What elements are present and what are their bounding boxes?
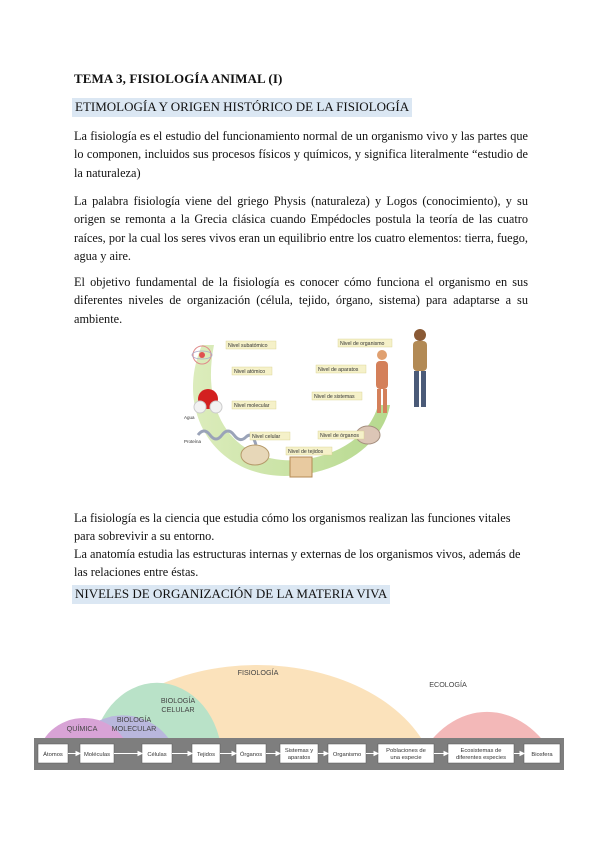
label-apparatus: Nivel de aparatos <box>318 367 359 373</box>
label-cellular: Nivel celular <box>252 434 281 440</box>
label-atomic: Nivel atómico <box>234 369 266 375</box>
spiral-band <box>193 345 390 476</box>
level-celulas: Células <box>147 752 167 758</box>
paragraph-objective: El objetivo fundamental de la fisiología es conocer cómo funciona el organismo en sus diferentes niveles de organización (célula, tejido, órgano, sistema) para adaptarse a su ambiente. <box>74 275 528 326</box>
level-organos: Órganos <box>239 752 263 758</box>
level-tejidos: Tejidos <box>196 752 216 758</box>
level-sistemas-1: Sistemas y <box>284 748 314 754</box>
level-biosfera: Biosfera <box>531 752 553 758</box>
tissue-icon <box>290 457 312 477</box>
level-moleculas: Moléculas <box>83 752 111 758</box>
label-molecular: Nivel molecular <box>234 403 270 409</box>
label-ecologia: ECOLOGÍA <box>429 680 467 689</box>
label-biologia-molecular-1: BIOLOGÍA <box>116 715 152 724</box>
level-sistemas-2: aparatos <box>287 755 311 761</box>
section-heading-etimologia: ETIMOLOGÍA Y ORIGEN HISTÓRICO DE LA FISIOLOGÍA <box>72 98 412 117</box>
label-biologia-celular-2: CELULAR <box>161 705 195 714</box>
level-ecosistemas-2: diferentes especies <box>456 755 506 761</box>
label-water: Agua <box>184 415 195 420</box>
level-ecosistemas-1: Ecosistemas de <box>460 748 502 754</box>
label-organism: Nivel de organismo <box>340 341 385 347</box>
label-fisiologia: FISIOLOGÍA <box>237 668 279 677</box>
human-body-icon <box>376 350 388 413</box>
label-systems: Nivel de sistemas <box>314 394 355 400</box>
level-atomos: Átomos <box>43 752 63 758</box>
label-organs: Nivel de órganos <box>320 433 359 439</box>
paragraph-anatomy: La anatomía estudia las estructuras internas y externas de los organismos vivos, además de las relaciones entre éstas. <box>74 547 521 580</box>
paragraph-definition: La fisiología es el estudio del funcionamiento normal de un organismo vivo y las partes que lo componen, incluidos sus procesos físicos y químicos, y significa literalmente “estudio de la naturaleza) <box>74 129 528 180</box>
paragraph-physiology: La fisiología es la ciencia que estudia cómo los organismos realizan las funciones vitales para sobrevivir a su entorno. <box>74 511 511 544</box>
section-heading-niveles: NIVELES DE ORGANIZACIÓN DE LA MATERIA VIVA <box>72 585 390 604</box>
label-quimica: QUÍMICA <box>66 724 98 733</box>
level-poblaciones-2: una especie <box>390 755 422 761</box>
level-poblaciones-1: Poblaciones de <box>386 748 426 754</box>
paragraph-origin: La palabra fisiología viene del griego Physis (naturaleza) y Logos (conocimiento), y su origen se remonta a la Grecia clásica cuando Empédocles postula la teoría de las cuatro raíces, por la cual los seres vivos eran un equilibrio entre los cuatro elementos: tierra, fuego, agua y aire. <box>74 194 528 264</box>
label-subatomic: Nivel subatómico <box>228 343 268 349</box>
figure-matter-levels <box>30 625 570 770</box>
label-biologia-molecular-2: MOLECULAR <box>111 724 157 733</box>
level-organismo: Organismo <box>332 752 362 758</box>
document-title: TEMA 3, FISIOLOGÍA ANIMAL (I) <box>74 71 283 86</box>
label-protein: Proteína <box>184 439 202 444</box>
label-tissues: Nivel de tejidos <box>288 449 324 455</box>
person-icon <box>413 329 427 407</box>
figure-organization-levels <box>180 325 440 490</box>
cell-icon <box>241 445 269 465</box>
label-biologia-celular-1: BIOLOGÍA <box>160 696 196 705</box>
